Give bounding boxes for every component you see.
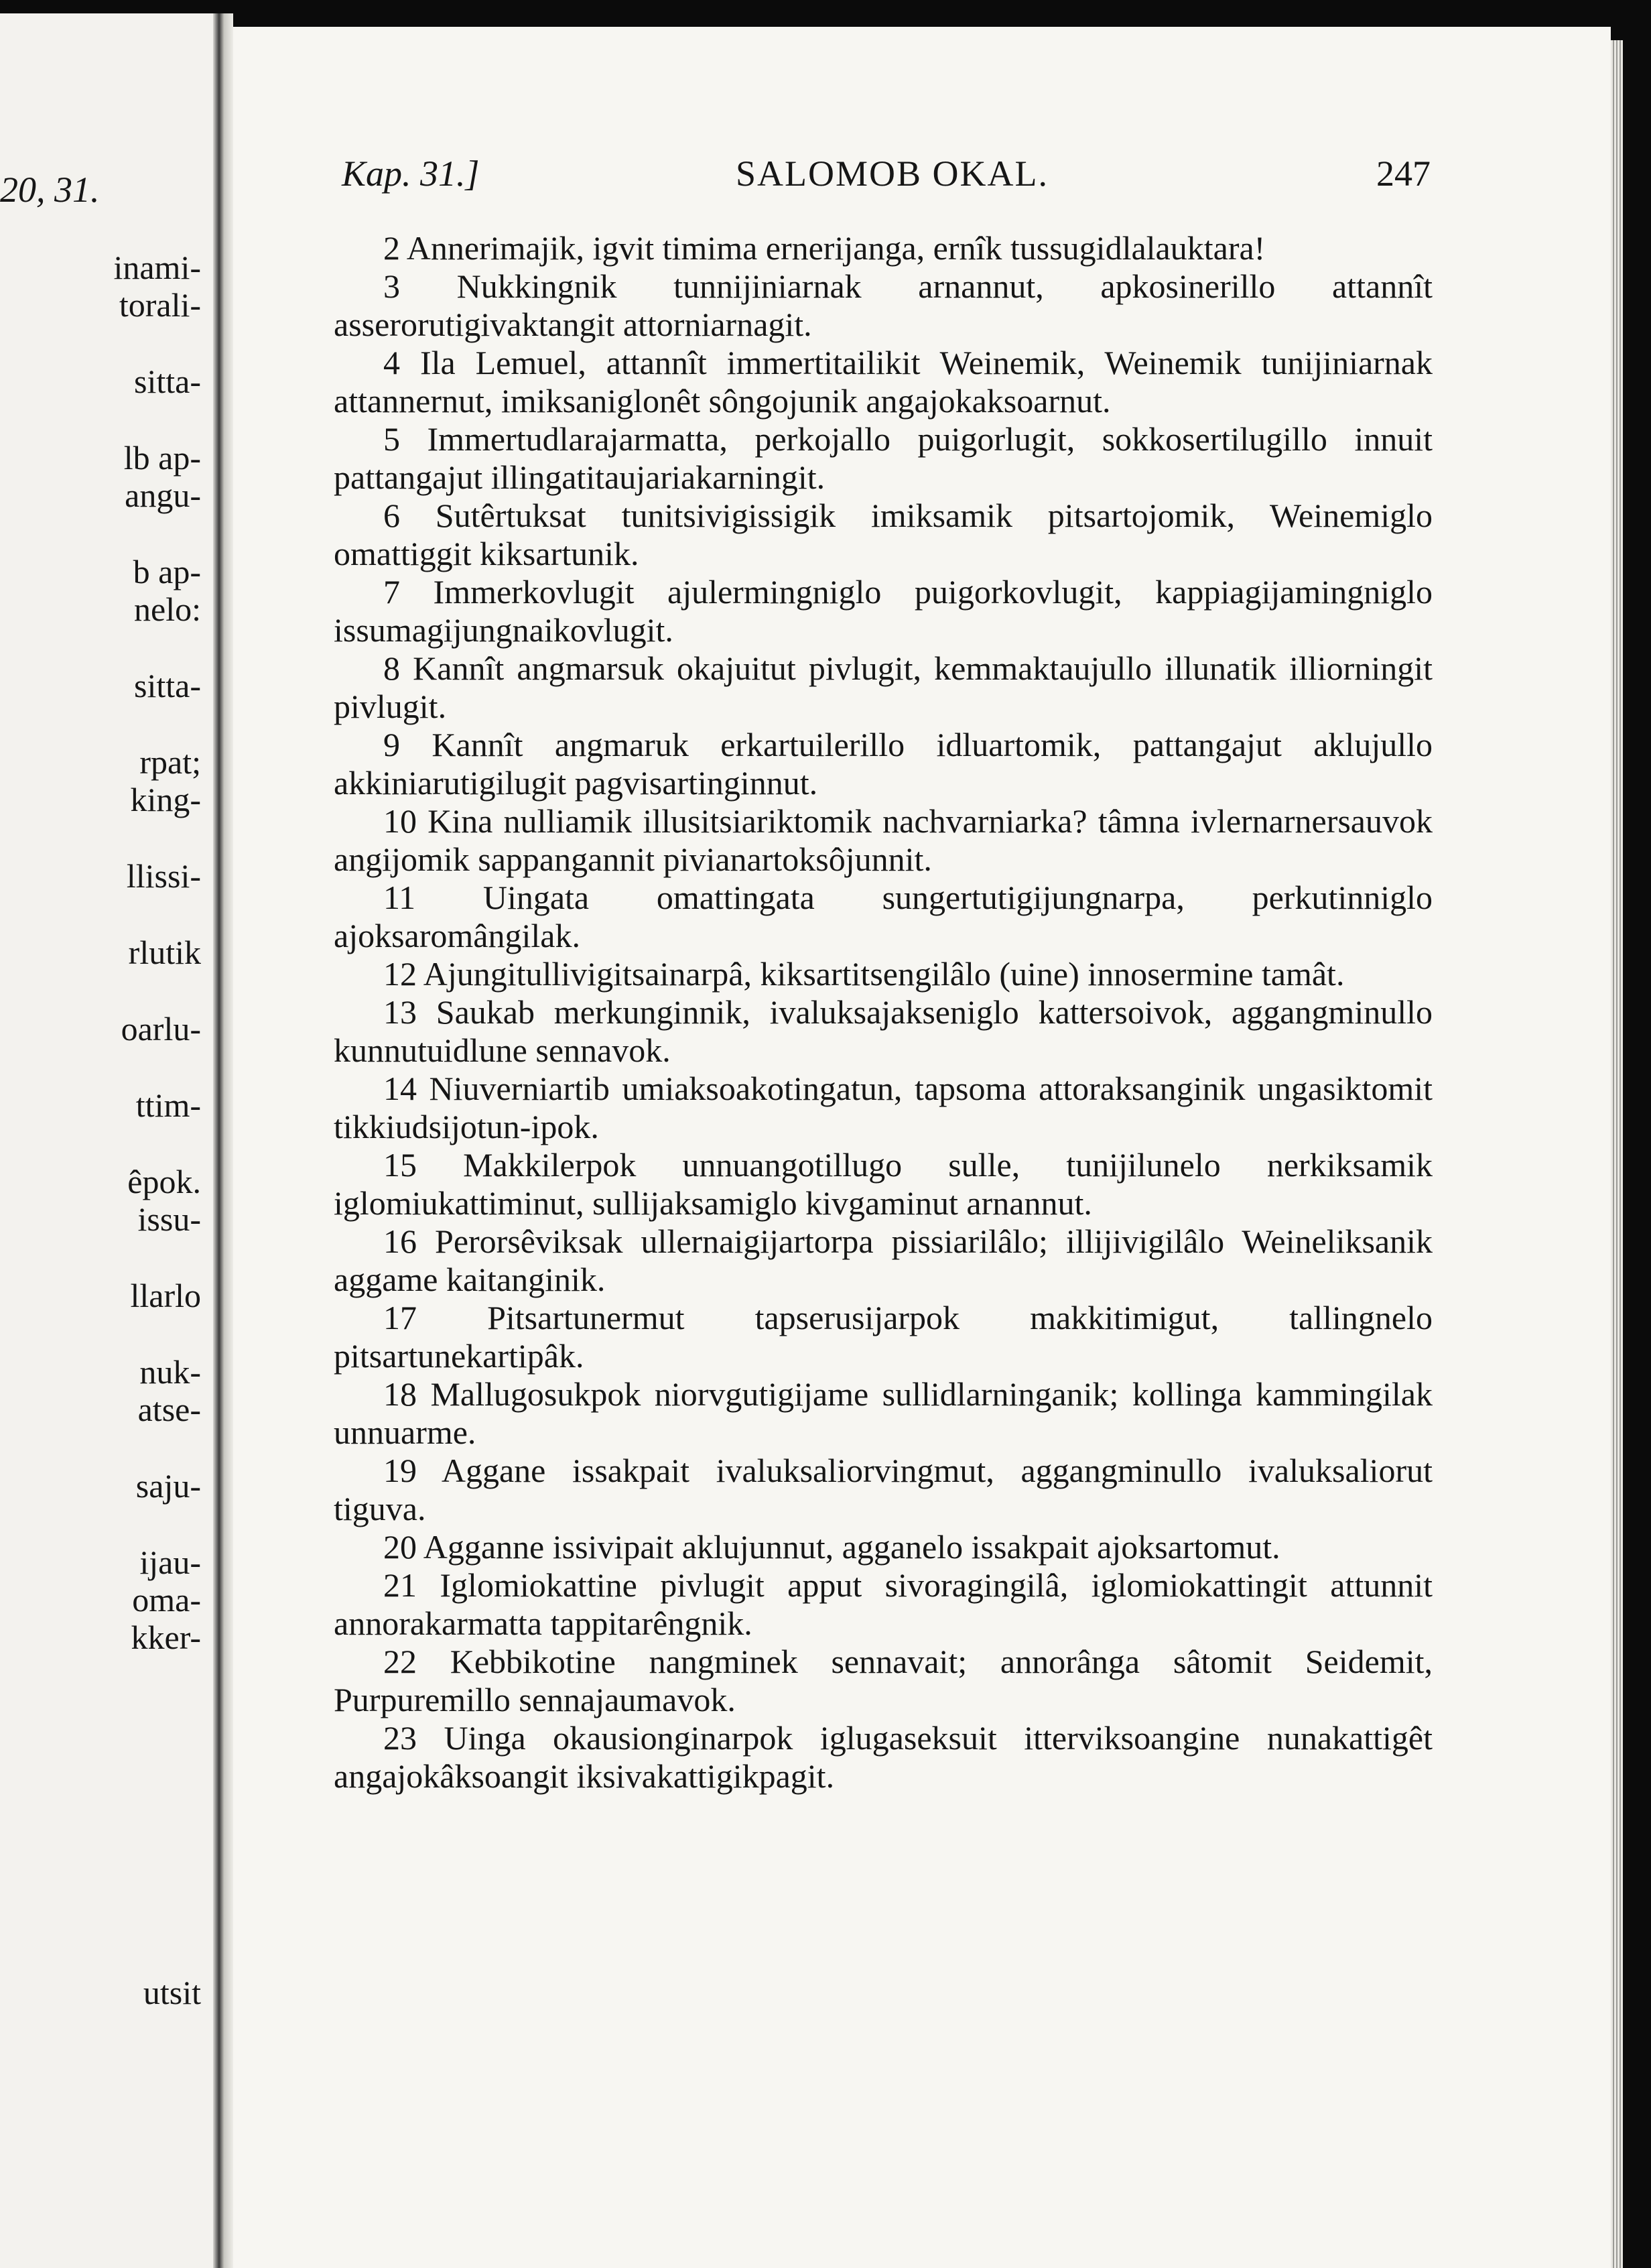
chapter-reference: Kap. 31.] — [342, 153, 480, 194]
left-page-text-fragment: nelo: — [134, 590, 201, 628]
left-page-text-fragment: ttim- — [135, 1086, 201, 1124]
verse: 23 Uinga okausionginarpok iglugaseksuit itterviksoangine nunakattigêt angajokâksoangit iksivakattigikpagit. — [334, 1719, 1433, 1795]
left-page-text-fragment: inami- — [113, 249, 201, 286]
verse: 18 Mallugosukpok niorvgutigijame sullidlarninganik; kollinga kammingilak unnuarme. — [334, 1375, 1433, 1451]
left-page-text-fragment: utsit — [143, 1974, 201, 2011]
verse: 14 Niuverniartib umiaksoakotingatun, tapsoma attoraksanginik ungasiktomit tikkiudsijotun-ipok. — [334, 1070, 1433, 1145]
verse: 21 Iglomiokattine pivlugit apput sivoragingilâ, iglomiokattingit attunnit annorakarmatta tappitarêngnik. — [334, 1566, 1433, 1642]
verse: 10 Kina nulliamik illusitsiariktomik nachvarniarka? tâmna ivlernarnersauvok angijomik sappangannit pivianartoksôjunnit. — [334, 802, 1433, 878]
verse: 2 Annerimajik, igvit timima ernerijanga, ernîk tussugidlalauktara! — [383, 229, 1266, 267]
verse: 15 Makkilerpok unnuangotillugo sulle, tunijilunelo nerkiksamik iglomiukattiminut, sullijaksamiglo kivgaminut arnannut. — [334, 1146, 1433, 1222]
verse: 19 Aggane issakpait ivaluksaliorvingmut, aggangminullo ivaluksaliorut tiguva. — [334, 1452, 1433, 1527]
left-page-text-fragment: llarlo — [130, 1277, 201, 1314]
verse: 5 Immertudlarajarmatta, perkojallo puigorlugit, sokkosertilugillo innuit pattangajut illingatitaujariakarningit. — [334, 420, 1433, 496]
verse: 12 Ajungitullivigitsainarpâ, kiksartitsengilâlo (uine) innosermine tamât. — [383, 955, 1345, 993]
left-page-text-fragment: êpok. — [127, 1163, 201, 1200]
left-facing-page — [0, 13, 213, 2268]
left-page-text-fragment: kker- — [131, 1619, 201, 1656]
page-number: 247 — [1376, 153, 1431, 194]
verse: 13 Saukab merkunginnik, ivaluksajakseniglo kattersoivok, aggangminullo kunnutuidlune sennavok. — [334, 993, 1433, 1069]
left-page-text-fragment: king- — [130, 781, 201, 818]
left-page-text-fragment: rlutik — [128, 934, 201, 971]
verse: 22 Kebbikotine nangminek sennavait; annorânga sâtomit Seidemit, Purpuremillo sennajaumavok. — [334, 1643, 1433, 1718]
page-header — [342, 153, 1431, 200]
left-page-text-fragment: saju- — [135, 1467, 201, 1505]
left-page-text-fragment: oma- — [132, 1581, 201, 1619]
verse: 17 Pitsartunermut tapserusijarpok makkitimigut, tallingnelo pitsartunekartipâk. — [334, 1299, 1433, 1375]
left-page-text-fragment: nuk- — [139, 1353, 201, 1391]
verse: 16 Perorsêviksak ullernaigijartorpa pissiarilâlo; illijivigilâlo Weineliksanik aggame kaitanginik. — [334, 1222, 1433, 1298]
left-page-text-fragment: issu- — [137, 1200, 201, 1238]
verse: 9 Kannît angmaruk erkartuilerillo idluartomik, pattangajut aklujullo akkiniarutigilugit pagvisartinginnut. — [334, 726, 1433, 802]
verse: 4 Ila Lemuel, attannît immertitailikit Weinemik, Weinemik tunijiniarnak attannernut, imiksaniglonêt sôngojunik angajokaksoarnut. — [334, 344, 1433, 420]
left-page-text-fragment: oarlu- — [121, 1010, 201, 1048]
verse: 3 Nukkingnik tunnijiniarnak arnannut, apkosinerillo attannît asserorutigivaktangit attorniarnagit. — [334, 267, 1433, 343]
left-page-text-fragment: rpat; — [139, 743, 201, 781]
verse-body — [334, 229, 1433, 1796]
verse: 20 Agganne issivipait aklujunnut, agganelo issakpait ajoksartomut. — [383, 1528, 1280, 1566]
left-page-text-fragment: torali- — [119, 286, 201, 324]
left-page-header: 20, 31. — [0, 170, 100, 210]
left-page-text-fragment: atse- — [137, 1391, 201, 1428]
left-page-text-fragment: sitta- — [134, 363, 201, 400]
verse: 7 Immerkovlugit ajulermingniglo puigorkovlugit, kappiagijamingniglo issumagijungnaikovlugit. — [334, 573, 1433, 649]
book-gutter — [213, 13, 233, 2268]
verse: 8 Kannît angmarsuk okajuitut pivlugit, kemmaktaujullo illunatik illiorningit pivlugit. — [334, 649, 1433, 725]
left-page-text-fragment: llissi- — [126, 857, 201, 895]
left-page-text-fragment: ijau- — [139, 1544, 201, 1581]
book-title: SALOMOB OKAL. — [736, 153, 1049, 194]
left-page-text-fragment: lb ap- — [123, 439, 201, 477]
left-page-text-fragment: b ap- — [133, 553, 201, 590]
verse: 11 Uingata omattingata sungertutigijungnarpa, perkutinniglo ajoksaromângilak. — [334, 879, 1433, 954]
page-edge — [1611, 40, 1623, 2268]
verse: 6 Sutêrtuksat tunitsivigissigik imiksamik pitsartojomik, Weinemiglo omattiggit kiksartunik. — [334, 497, 1433, 572]
left-page-text-fragment: angu- — [125, 477, 201, 514]
left-page-text-fragment: sitta- — [134, 667, 201, 704]
